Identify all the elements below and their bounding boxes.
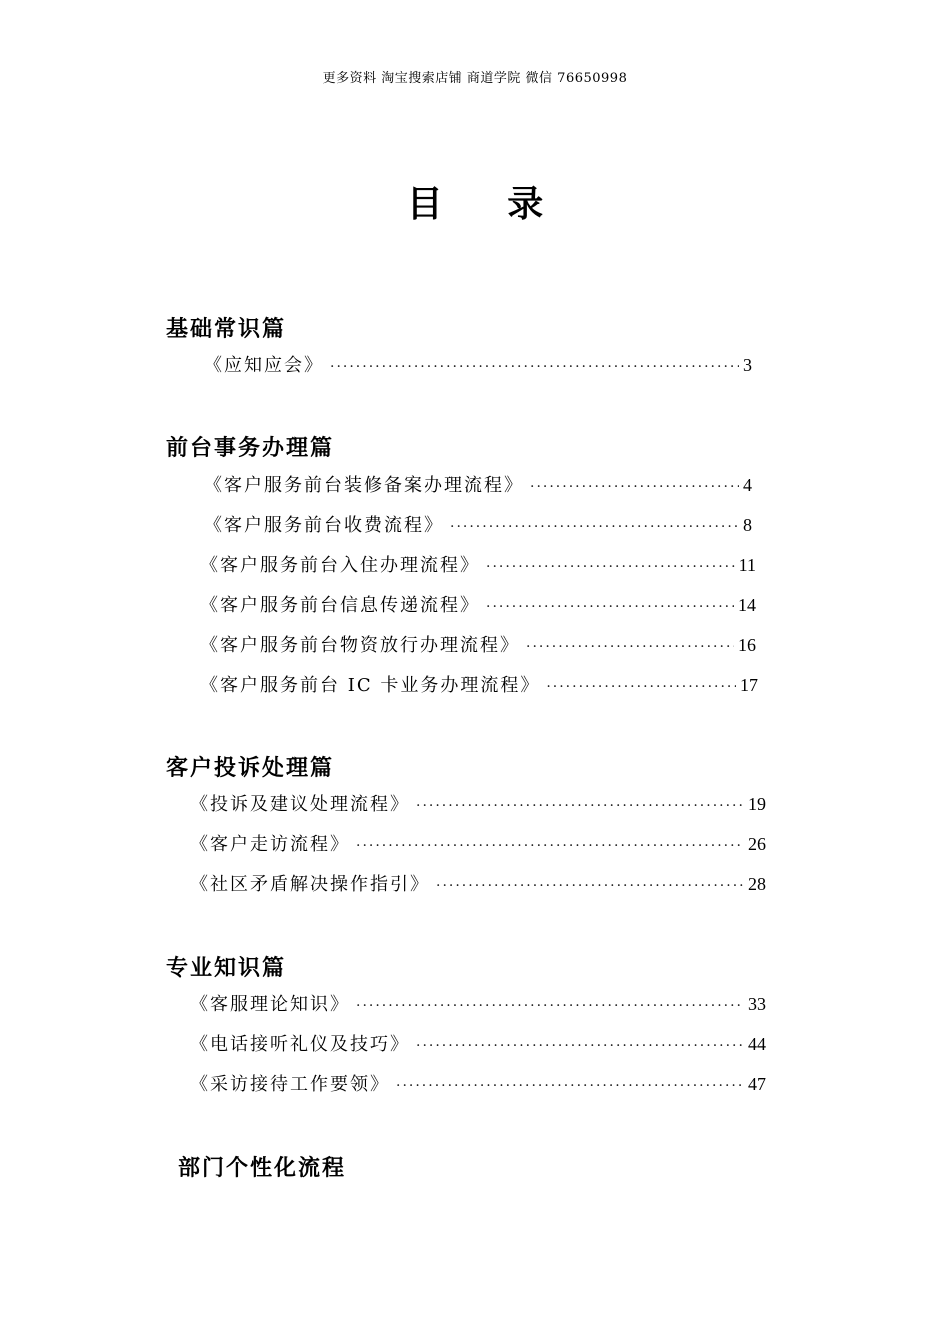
toc-entry[interactable] [200,632,756,658]
header-note: 更多资料 淘宝搜索店铺 商道学院 微信 76650998 [322,71,628,86]
toc-entry-title: 《采访接待工作要领》 [190,1074,390,1095]
dot-leader [356,993,744,1019]
dot-leader [416,793,744,819]
toc-entry-title: 《投诉及建议处理流程》 [190,794,410,815]
dot-leader [486,554,735,580]
toc-entry[interactable] [204,512,752,538]
toc-page-number: 11 [738,555,756,575]
toc-page-number: 8 [743,515,752,535]
toc-entry-title: 《电话接听礼仪及技巧》 [190,1034,410,1055]
toc-entry[interactable] [204,472,752,498]
dot-leader [416,1033,744,1059]
toc-entry[interactable] [200,552,756,578]
toc-entry-title: 《客户服务前台收费流程》 [204,515,444,536]
toc-page-number: 3 [743,355,752,375]
toc-entry[interactable] [190,1031,766,1057]
toc-entry-title: 《客户服务前台入住办理流程》 [200,555,480,576]
toc-page-number: 28 [748,874,766,894]
section-heading-department: 部门个性化流程 [178,1155,347,1181]
toc-page-number: 4 [743,475,752,495]
toc-page-number: 33 [748,994,766,1014]
toc-page-number: 16 [738,635,756,655]
toc-entry[interactable] [190,831,766,857]
toc-entry[interactable] [190,871,766,897]
section-heading-front-desk: 前台事务办理篇 [166,435,335,461]
dot-leader [330,354,739,380]
toc-entry[interactable] [200,592,756,618]
toc-entry-title: 《应知应会》 [204,355,324,376]
toc-page-number: 26 [748,834,766,854]
dot-leader [486,594,734,620]
dot-leader [450,514,739,540]
toc-entry[interactable] [190,1071,766,1097]
section-heading-complaints: 客户投诉处理篇 [166,755,335,781]
toc-page-number: 44 [748,1034,766,1054]
toc-entry-title: 《客户服务前台 IC 卡业务办理流程》 [200,675,541,696]
dot-leader [526,634,734,660]
toc-entry-title: 《客户服务前台信息传递流程》 [200,595,480,616]
toc-entry-title: 《社区矛盾解决操作指引》 [190,874,430,895]
dot-leader [530,474,739,500]
section-heading-basics: 基础常识篇 [166,316,287,342]
toc-page-number: 47 [748,1074,766,1094]
toc-entry-title: 《客服理论知识》 [190,994,350,1015]
dot-leader [436,873,744,899]
toc-page-number: 17 [740,675,758,695]
dot-leader [356,833,744,859]
toc-entry[interactable] [200,672,758,698]
toc-entry-title: 《客户服务前台物资放行办理流程》 [200,635,520,656]
dot-leader [546,674,736,700]
toc-entry-title: 《客户走访流程》 [190,834,350,855]
toc-entry[interactable] [204,352,752,378]
page-title: 目 录 [406,183,570,225]
toc-page-number: 19 [748,794,766,814]
toc-page-number: 14 [738,595,756,615]
toc-entry-title: 《客户服务前台装修备案办理流程》 [204,475,524,496]
section-heading-knowledge: 专业知识篇 [166,955,287,981]
toc-entry[interactable] [190,791,766,817]
dot-leader [396,1073,744,1099]
toc-entry[interactable] [190,991,766,1017]
